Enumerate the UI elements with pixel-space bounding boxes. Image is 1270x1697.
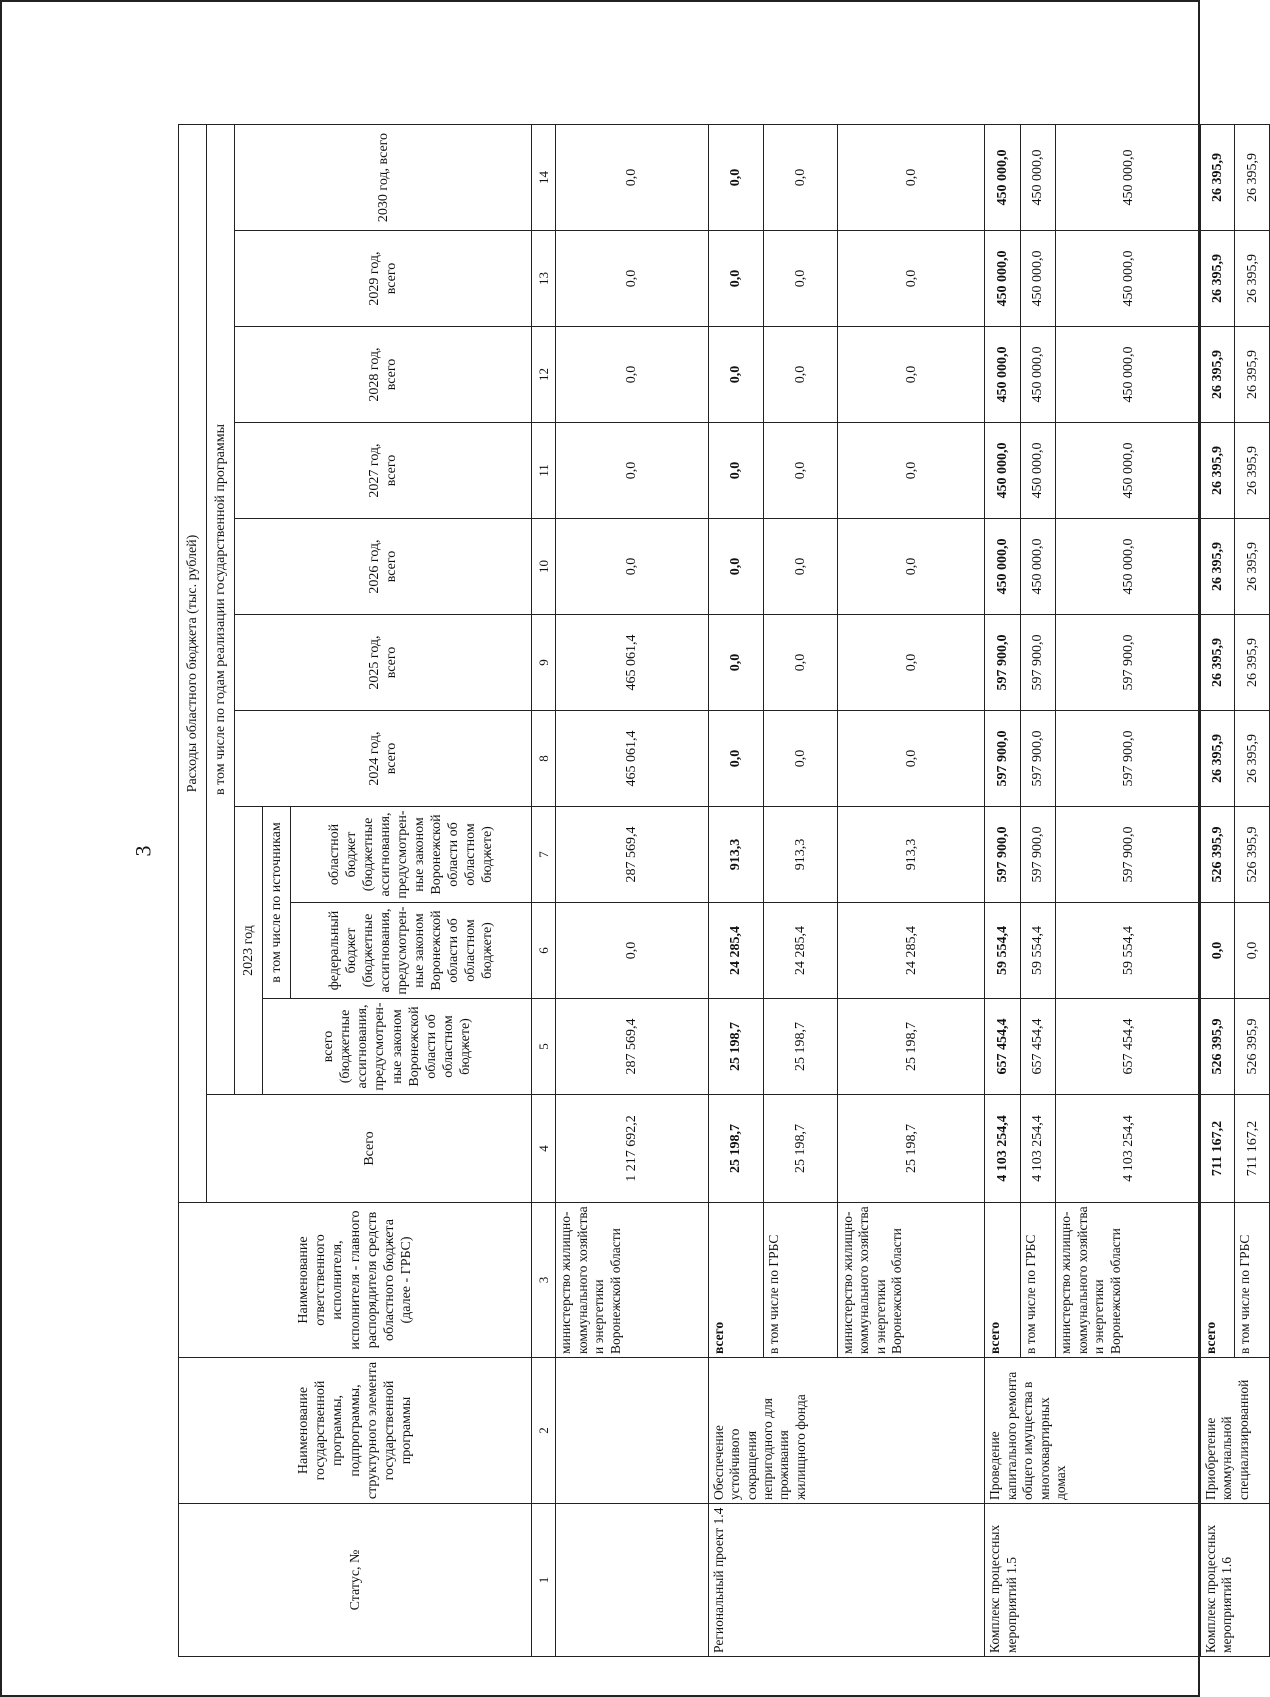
header-2027: 2027 год, всего xyxy=(235,423,532,519)
value-cell: 0,0 xyxy=(1235,903,1270,999)
header-status: Статус, № xyxy=(179,1504,532,1657)
value-cell: 24 285,4 xyxy=(764,903,838,999)
value-cell: 450 000,0 xyxy=(1020,125,1056,231)
value-cell: 0,0 xyxy=(708,519,764,615)
value-cell: 450 000,0 xyxy=(1020,423,1056,519)
value-cell: 59 554,4 xyxy=(1056,903,1201,999)
header-total-2023: всего (бюджетные ассигнования, предусмотрен-ные законом Воронежской области об областном бюджете) xyxy=(263,999,532,1095)
value-cell: 26 395,9 xyxy=(1235,423,1270,519)
value-cell: 26 395,9 xyxy=(1235,231,1270,327)
value-cell: 26 395,9 xyxy=(1235,327,1270,423)
executor-cell: в том числе по ГРБС xyxy=(764,1203,838,1358)
header-total: Всего xyxy=(207,1095,532,1203)
value-cell: 0,0 xyxy=(764,519,838,615)
table-row xyxy=(985,125,1021,1657)
value-cell: 597 900,0 xyxy=(1020,615,1056,711)
value-cell: 25 198,7 xyxy=(837,999,984,1095)
col-num: 7 xyxy=(532,807,556,903)
value-cell: 526 395,9 xyxy=(1200,999,1235,1095)
value-cell: 0,0 xyxy=(708,327,764,423)
value-cell: 450 000,0 xyxy=(1020,519,1056,615)
col-num: 4 xyxy=(532,1095,556,1203)
rotated-table-container xyxy=(178,125,1270,1657)
value-cell: 450 000,0 xyxy=(985,423,1021,519)
value-cell: 657 454,4 xyxy=(1020,999,1056,1095)
value-cell: 0,0 xyxy=(556,231,708,327)
col-num: 14 xyxy=(532,125,556,231)
value-cell: 450 000,0 xyxy=(1020,327,1056,423)
value-cell: 287 569,4 xyxy=(556,999,708,1095)
value-cell: 0,0 xyxy=(708,231,764,327)
value-cell: 26 395,9 xyxy=(1200,125,1235,231)
value-cell: 526 395,9 xyxy=(1235,807,1270,903)
col-num: 13 xyxy=(532,231,556,327)
header-row-1 xyxy=(179,125,207,1657)
header-2030: 2030 год, всего xyxy=(235,125,532,231)
value-cell: 0,0 xyxy=(764,615,838,711)
value-cell: 26 395,9 xyxy=(1200,423,1235,519)
value-cell: 0,0 xyxy=(556,903,708,999)
value-cell: 26 395,9 xyxy=(1200,519,1235,615)
value-cell: 450 000,0 xyxy=(985,125,1021,231)
col-num: 12 xyxy=(532,327,556,423)
value-cell: 0,0 xyxy=(556,519,708,615)
header-by-sources: в том числе по источникам xyxy=(263,807,291,999)
value-cell: 0,0 xyxy=(708,711,764,807)
value-cell: 0,0 xyxy=(764,711,838,807)
col-num: 3 xyxy=(532,1203,556,1358)
value-cell: 0,0 xyxy=(837,615,984,711)
value-cell: 0,0 xyxy=(556,125,708,231)
value-cell: 26 395,9 xyxy=(1200,711,1235,807)
status-cell: Региональный проект 1.4 xyxy=(708,1504,985,1657)
header-executor: Наименование ответственного исполнителя, исполнителя - главного распорядителя средств областного бюджета (далее - ГРБС) xyxy=(179,1203,532,1358)
value-cell: 25 198,7 xyxy=(837,1095,984,1203)
name-cell: Обеспечение устойчивого сокращения непригодного для проживания жилищного фонда xyxy=(708,1358,985,1504)
table-row xyxy=(556,125,708,1657)
value-cell: 0,0 xyxy=(764,231,838,327)
value-cell: 450 000,0 xyxy=(985,519,1021,615)
value-cell: 0,0 xyxy=(708,125,764,231)
value-cell: 597 900,0 xyxy=(1020,711,1056,807)
name-cell xyxy=(556,1358,708,1504)
value-cell: 0,0 xyxy=(837,423,984,519)
value-cell: 913,3 xyxy=(837,807,984,903)
value-cell: 526 395,9 xyxy=(1235,999,1270,1095)
value-cell: 0,0 xyxy=(837,711,984,807)
name-cell: Проведение капитального ремонта общего имущества в многоквартирных домах xyxy=(985,1358,1201,1504)
value-cell: 26 395,9 xyxy=(1200,327,1235,423)
value-cell: 450 000,0 xyxy=(1056,423,1201,519)
value-cell: 0,0 xyxy=(837,327,984,423)
executor-cell: в том числе по ГРБС xyxy=(1020,1203,1056,1358)
value-cell: 0,0 xyxy=(556,327,708,423)
header-2029: 2029 год, всего xyxy=(235,231,532,327)
value-cell: 26 395,9 xyxy=(1200,615,1235,711)
status-cell xyxy=(556,1504,708,1657)
col-num: 6 xyxy=(532,903,556,999)
value-cell: 0,0 xyxy=(764,125,838,231)
value-cell: 657 454,4 xyxy=(1056,999,1201,1095)
value-cell: 0,0 xyxy=(708,615,764,711)
value-cell: 26 395,9 xyxy=(1235,615,1270,711)
value-cell: 4 103 254,4 xyxy=(1020,1095,1056,1203)
value-cell: 25 198,7 xyxy=(764,999,838,1095)
value-cell: 913,3 xyxy=(764,807,838,903)
executor-cell: министерство жилищно-коммунального хозяйства и энергетики Воронежской области xyxy=(1056,1203,1201,1358)
value-cell: 465 061,4 xyxy=(556,615,708,711)
value-cell: 597 900,0 xyxy=(1056,711,1201,807)
header-name: Наименование государственной программы, подпрограммы, структурного элемента государственной программы xyxy=(179,1358,532,1504)
col-num: 10 xyxy=(532,519,556,615)
status-cell: Комплекс процессных мероприятий 1.6 xyxy=(1200,1504,1269,1657)
header-regional: областной бюджет (бюджетные ассигнования, предусмотрен-ные законом Воронежской области об областном бюджете) xyxy=(291,807,532,903)
value-cell: 26 395,9 xyxy=(1235,125,1270,231)
value-cell: 0,0 xyxy=(837,125,984,231)
value-cell: 711 167,2 xyxy=(1200,1095,1235,1203)
value-cell: 0,0 xyxy=(556,423,708,519)
value-cell: 450 000,0 xyxy=(1056,519,1201,615)
value-cell: 465 061,4 xyxy=(556,711,708,807)
value-cell: 287 569,4 xyxy=(556,807,708,903)
value-cell: 450 000,0 xyxy=(1056,327,1201,423)
value-cell: 597 900,0 xyxy=(985,615,1021,711)
value-cell: 26 395,9 xyxy=(1200,231,1235,327)
value-cell: 597 900,0 xyxy=(985,807,1021,903)
col-num: 2 xyxy=(532,1358,556,1504)
value-cell: 59 554,4 xyxy=(1020,903,1056,999)
value-cell: 597 900,0 xyxy=(1056,807,1201,903)
header-by-years: в том числе по годам реализации государственной программы xyxy=(207,125,235,1095)
value-cell: 450 000,0 xyxy=(1056,231,1201,327)
table-row xyxy=(1200,125,1235,1657)
page-number: 3 xyxy=(130,845,156,857)
value-cell: 0,0 xyxy=(764,423,838,519)
executor-cell: всего xyxy=(708,1203,764,1358)
status-cell: Комплекс процессных мероприятий 1.5 xyxy=(985,1504,1201,1657)
value-cell: 25 198,7 xyxy=(708,1095,764,1203)
value-cell: 24 285,4 xyxy=(708,903,764,999)
value-cell: 26 395,9 xyxy=(1235,519,1270,615)
name-cell: Приобретение коммунальной специализированной xyxy=(1200,1358,1269,1504)
value-cell: 0,0 xyxy=(708,423,764,519)
value-cell: 0,0 xyxy=(837,231,984,327)
value-cell: 4 103 254,4 xyxy=(1056,1095,1201,1203)
header-2026: 2026 год, всего xyxy=(235,519,532,615)
value-cell: 450 000,0 xyxy=(1020,231,1056,327)
value-cell: 0,0 xyxy=(764,327,838,423)
value-cell: 597 900,0 xyxy=(1020,807,1056,903)
header-year-2023: 2023 год xyxy=(235,807,263,1095)
col-num: 1 xyxy=(532,1504,556,1657)
value-cell: 597 900,0 xyxy=(985,711,1021,807)
value-cell: 0,0 xyxy=(837,519,984,615)
header-2024: 2024 год, всего xyxy=(235,711,532,807)
value-cell: 59 554,4 xyxy=(985,903,1021,999)
value-cell: 450 000,0 xyxy=(985,231,1021,327)
executor-cell: министерство жилищно-коммунального хозяйства и энергетики Воронежской области xyxy=(837,1203,984,1358)
value-cell: 24 285,4 xyxy=(837,903,984,999)
col-num: 5 xyxy=(532,999,556,1095)
col-num: 9 xyxy=(532,615,556,711)
table-row xyxy=(708,125,764,1657)
value-cell: 25 198,7 xyxy=(764,1095,838,1203)
value-cell: 26 395,9 xyxy=(1235,711,1270,807)
value-cell: 657 454,4 xyxy=(985,999,1021,1095)
budget-table xyxy=(178,124,1270,1657)
header-federal: федеральный бюджет (бюджетные ассигнования, предусмотрен-ные законом Воронежской области об областном бюджете) xyxy=(291,903,532,999)
column-numbers-row xyxy=(532,125,556,1657)
executor-cell: министерство жилищно-коммунального хозяйства и энергетики Воронежской области xyxy=(556,1203,708,1358)
value-cell: 526 395,9 xyxy=(1200,807,1235,903)
executor-cell: в том числе по ГРБС xyxy=(1235,1203,1270,1358)
col-num: 8 xyxy=(532,711,556,807)
header-expenses: Расходы областного бюджета (тыс. рублей) xyxy=(179,125,207,1203)
header-2025: 2025 год, всего xyxy=(235,615,532,711)
executor-cell: всего xyxy=(985,1203,1021,1358)
executor-cell: всего xyxy=(1200,1203,1235,1358)
value-cell: 711 167,2 xyxy=(1235,1095,1270,1203)
value-cell: 0,0 xyxy=(1200,903,1235,999)
value-cell: 597 900,0 xyxy=(1056,615,1201,711)
value-cell: 450 000,0 xyxy=(985,327,1021,423)
header-2028: 2028 год, всего xyxy=(235,327,532,423)
value-cell: 450 000,0 xyxy=(1056,125,1201,231)
col-num: 11 xyxy=(532,423,556,519)
value-cell: 25 198,7 xyxy=(708,999,764,1095)
value-cell: 913,3 xyxy=(708,807,764,903)
value-cell: 1 217 692,2 xyxy=(556,1095,708,1203)
value-cell: 4 103 254,4 xyxy=(985,1095,1021,1203)
